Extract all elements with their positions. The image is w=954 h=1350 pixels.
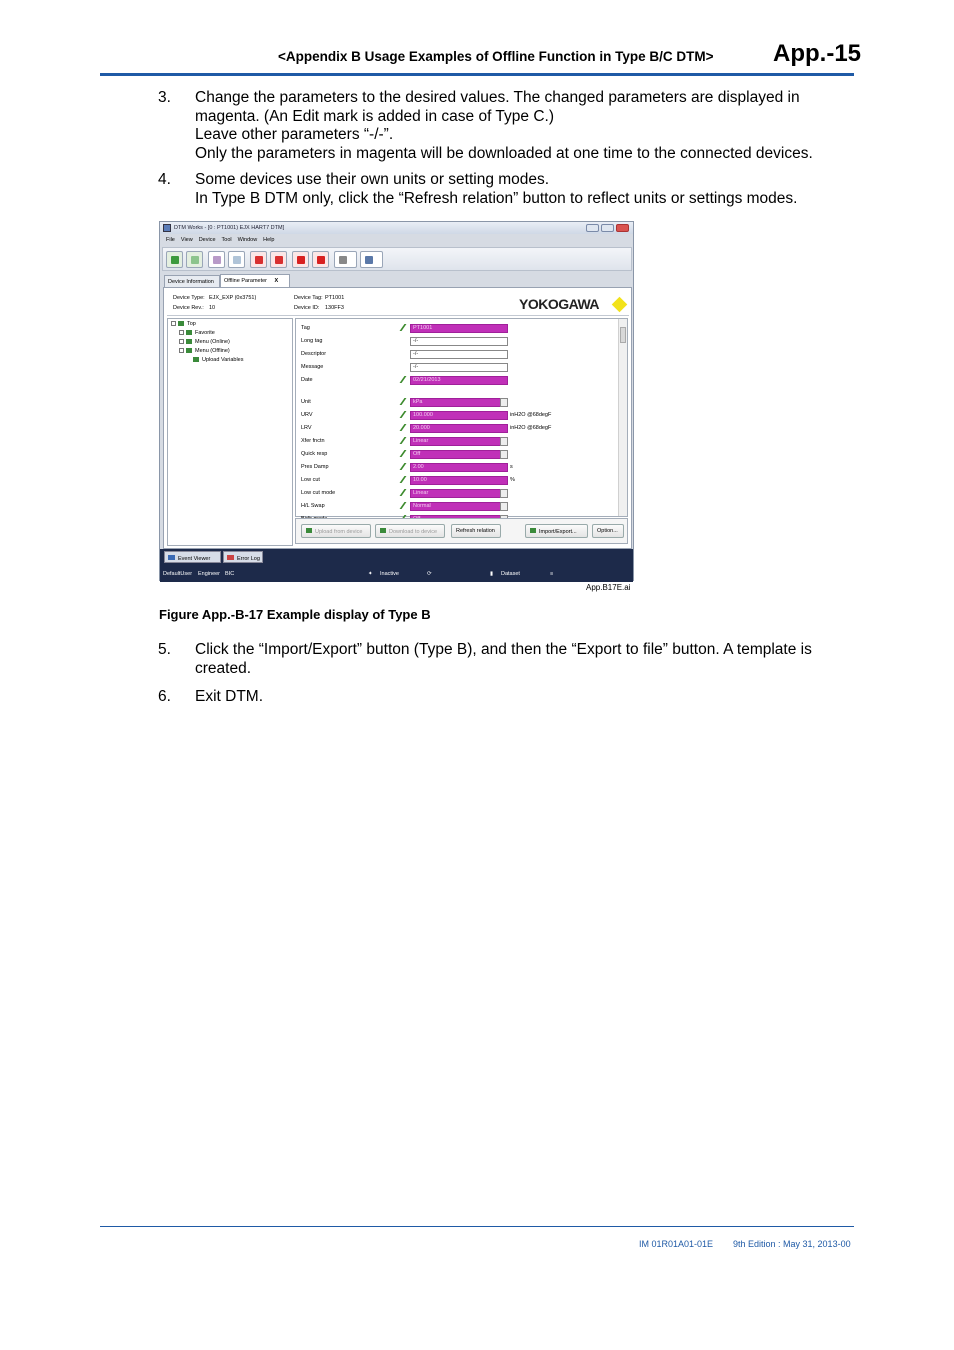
menu-item-tool[interactable]: Tool [221, 237, 232, 243]
param-value: Linear [413, 438, 429, 444]
scroll-thumb[interactable] [620, 327, 626, 343]
status-dataset: Dataset [501, 571, 520, 577]
param-row [296, 349, 616, 360]
tree-expander-icon[interactable] [179, 339, 184, 344]
step-number: 6. [158, 688, 171, 705]
param-value: -/- [413, 351, 419, 357]
download-to-device-label: Download to device [389, 529, 438, 535]
device-type-value: EJX_EXP (0x3751) [209, 295, 257, 301]
param-label: Pres Damp [301, 464, 329, 470]
tree-node-icon [178, 321, 184, 326]
status-user: DefaultUser [163, 571, 193, 577]
app-icon [163, 224, 171, 232]
action-button-bar [295, 518, 628, 544]
param-value: -/- [413, 364, 419, 370]
tree-item[interactable] [179, 339, 230, 345]
arrow-down-icon[interactable] [312, 251, 329, 268]
status-inactive: Inactive [380, 571, 399, 577]
print-dropdown-icon[interactable] [360, 251, 383, 268]
param-row [296, 501, 616, 512]
param-row [296, 423, 616, 434]
param-label: Xfer fnctn [301, 438, 325, 444]
param-label: LRV [301, 425, 312, 431]
menu-item-file[interactable]: File [166, 237, 175, 243]
param-label: Tag [301, 325, 310, 331]
step-text [195, 89, 845, 163]
param-label: H/L Swap [301, 503, 325, 509]
param-label: Message [301, 364, 324, 370]
step-number: 5. [158, 641, 171, 658]
footer-rule [100, 1226, 854, 1227]
device-up-icon[interactable] [250, 251, 267, 268]
param-value: 100.000 [413, 412, 433, 418]
tree-item[interactable] [171, 321, 196, 327]
param-label: Unit [301, 399, 311, 405]
param-label: Low cut mode [301, 490, 336, 496]
param-label: Descriptor [301, 351, 327, 357]
close-icon[interactable] [616, 224, 629, 232]
param-input[interactable] [410, 411, 508, 420]
param-unit: s [510, 464, 513, 470]
param-label: Quick resp [301, 451, 328, 457]
disconnect-icon[interactable] [186, 251, 203, 268]
tree-item[interactable] [179, 348, 230, 354]
tree-item[interactable] [179, 330, 215, 336]
tab-offline-label: Offline Parameter [224, 278, 268, 284]
header-rule [100, 73, 854, 76]
device-tag-value: PT1001 [325, 295, 345, 301]
step-line: Some devices use their own units or setting modes. [195, 171, 550, 188]
parameter-list [295, 318, 628, 517]
status-mode: BIC [225, 571, 235, 577]
option-button[interactable]: Option... [592, 524, 624, 538]
device-header [167, 291, 629, 316]
param-value: 2.00 [413, 464, 424, 470]
param-unit: inH2O @68degF [510, 425, 552, 431]
device-down-icon[interactable] [270, 251, 287, 268]
dtm-screenshot [159, 221, 634, 581]
param-row [296, 362, 616, 373]
device-rev-value: 10 [209, 305, 216, 311]
device-id-value: 130FF3 [325, 305, 344, 311]
param-label: Long tag [301, 338, 323, 344]
param-input[interactable] [410, 376, 508, 385]
window-title: DTM Works - [0 : PT1001) EJX HART7 DTM] [174, 225, 285, 231]
menu-item-help[interactable]: Help [263, 237, 275, 243]
status-bar [160, 568, 633, 582]
param-value: Linear [413, 490, 429, 496]
param-value: 10.00 [413, 477, 427, 483]
figure-credit: App.B17E.ai [586, 583, 631, 592]
connect-icon[interactable] [166, 251, 183, 268]
chevron-down-icon[interactable] [500, 450, 508, 459]
upload-icon[interactable] [208, 251, 225, 268]
logo-diamond-icon [612, 297, 628, 313]
menu-item-view[interactable]: View [180, 237, 193, 243]
download-btn-icon [380, 528, 386, 533]
page-number: App.-15 [773, 40, 862, 67]
figure-caption: Figure App.-B-17 Example display of Type B [159, 607, 431, 622]
device-tag-label: Device Tag: [294, 295, 323, 301]
tree-node-icon [186, 330, 192, 335]
param-value: Off [413, 451, 421, 457]
chevron-down-icon[interactable] [500, 398, 508, 407]
tools-dropdown-icon[interactable] [334, 251, 357, 268]
param-input[interactable] [410, 324, 508, 333]
error-log-icon [227, 555, 234, 560]
error-log-label: Error Log [237, 556, 260, 562]
status-dataset-icon: ▮ [490, 571, 494, 577]
step-text [195, 688, 845, 707]
status-sync-icon: ⟳ [427, 571, 432, 577]
tab-error-log[interactable] [223, 551, 263, 563]
step-line: Leave other parameters “-/-”. [195, 126, 394, 143]
tab-close-icon[interactable]: X [274, 278, 279, 284]
import-export-button[interactable] [525, 524, 588, 538]
param-input[interactable] [410, 337, 508, 346]
param-input[interactable] [410, 463, 508, 472]
menu-bar [160, 235, 633, 245]
param-input[interactable] [410, 476, 508, 485]
tree-expander-icon[interactable] [171, 321, 176, 326]
toolbar [162, 247, 632, 271]
param-label: Low cut [301, 477, 320, 483]
menu-item-device[interactable]: Device [198, 237, 216, 243]
tree-node-icon [186, 348, 192, 353]
device-rev-label: Device Rev.: [173, 305, 204, 311]
status-role: Engineer [198, 571, 221, 577]
lower-pane [160, 549, 633, 582]
step-line: Click the “Import/Export” button (Type B), and then the “Export to file” button. A template is [195, 641, 812, 658]
tree-item-label: Favorite [195, 330, 215, 336]
param-unit: % [510, 477, 515, 483]
tree-node-icon [193, 357, 199, 362]
chevron-down-icon[interactable] [500, 502, 508, 511]
param-scrollbar[interactable] [618, 319, 627, 516]
param-value: Normal [413, 503, 431, 509]
param-label: URV [301, 412, 313, 418]
status-menu-icon: ≡ [550, 571, 554, 577]
param-input[interactable] [410, 350, 508, 359]
step-line: Change the parameters to the desired values. The changed parameters are displayed in [195, 89, 800, 106]
import-export-icon [530, 528, 536, 533]
step-text [195, 171, 845, 208]
header-title: <Appendix B Usage Examples of Offline Function in Type B/C DTM> [278, 49, 714, 64]
tree-item-label: Menu (Online) [195, 339, 230, 345]
param-row [296, 336, 616, 347]
param-input[interactable] [410, 363, 508, 372]
param-select[interactable] [410, 489, 508, 498]
param-label: Date [301, 377, 313, 383]
step-number: 3. [158, 89, 171, 106]
param-value: 02/21/2013 [413, 377, 441, 383]
window-titlebar [160, 222, 633, 234]
arrow-up-icon[interactable] [292, 251, 309, 268]
minimize-icon[interactable] [586, 224, 599, 232]
param-value: 20.000 [413, 425, 430, 431]
param-row [296, 397, 616, 408]
offline-parameter-panel [163, 287, 632, 549]
tree-item-label: Upload Variables [202, 357, 244, 363]
step-line: Only the parameters in magenta will be downloaded at one time to the connected devices. [195, 144, 813, 162]
param-value: kPa [413, 399, 423, 405]
download-icon[interactable] [228, 251, 245, 268]
param-unit: inH2O @68degF [510, 412, 552, 418]
param-input[interactable] [410, 424, 508, 433]
chevron-down-icon[interactable] [500, 489, 508, 498]
refresh-relation-button[interactable]: Refresh relation [451, 524, 501, 538]
param-row [296, 375, 616, 386]
tree-expander-icon[interactable] [179, 330, 184, 335]
tree-item[interactable] [193, 357, 243, 363]
param-row [296, 323, 616, 334]
param-row [296, 475, 616, 486]
device-type-label: Device Type: [173, 295, 205, 301]
param-select[interactable] [410, 450, 508, 459]
param-row [296, 449, 616, 460]
tree-item-label: Top [187, 321, 196, 327]
menu-tree [167, 318, 293, 546]
event-viewer-icon [168, 555, 175, 560]
upload-btn-icon [306, 528, 312, 533]
upload-from-device-button[interactable] [301, 524, 371, 538]
param-value: PT1001 [413, 325, 433, 331]
tree-item-label: Menu (Offline) [195, 348, 230, 354]
upload-from-device-label: Upload from device [315, 529, 363, 535]
tab-device-information[interactable]: Device Information [164, 275, 220, 288]
param-row [296, 488, 616, 499]
step-line: created. [195, 659, 252, 677]
download-to-device-button[interactable] [375, 524, 445, 538]
param-select[interactable] [410, 502, 508, 511]
chevron-down-icon[interactable] [500, 437, 508, 446]
param-select[interactable] [410, 437, 508, 446]
step-text [195, 641, 845, 678]
event-viewer-label: Event Viewer [178, 556, 211, 562]
device-id-label: Device ID: [294, 305, 320, 311]
step-line: In Type B DTM only, click the “Refresh relation” button to reflect units or settings modes. [195, 189, 798, 207]
param-row [296, 436, 616, 447]
tab-offline-parameter[interactable] [220, 274, 290, 287]
param-value: -/- [413, 338, 419, 344]
tab-event-viewer[interactable] [164, 551, 221, 563]
step-number: 4. [158, 171, 171, 188]
footer-doc-number: IM 01R01A01-01E [639, 1239, 714, 1249]
tree-node-icon [186, 339, 192, 344]
maximize-icon[interactable] [601, 224, 614, 232]
param-select[interactable] [410, 398, 508, 407]
menu-item-window[interactable]: Window [237, 237, 258, 243]
step-line: magenta. (An Edit mark is added in case of Type C.) [195, 107, 554, 125]
yokogawa-logo: YOKOGAWA [519, 296, 600, 312]
import-export-label: Import/Export... [539, 529, 577, 535]
status-inactive-icon: ✦ [368, 571, 373, 577]
param-row [296, 462, 616, 473]
step-line: Exit DTM. [195, 688, 264, 705]
param-row [296, 410, 616, 421]
tree-expander-icon[interactable] [179, 348, 184, 353]
footer-edition: 9th Edition : May 31, 2013-00 [733, 1239, 851, 1249]
